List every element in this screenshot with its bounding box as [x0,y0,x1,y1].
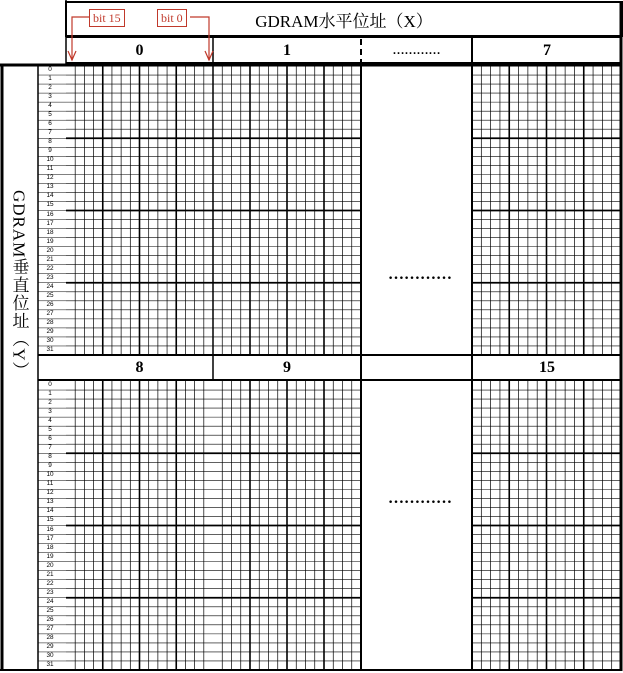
row-number: 27 [46,624,54,632]
column-header-ellipsis: ………… [392,43,441,57]
row-number: 15 [46,516,54,524]
row-number: 31 [46,660,54,668]
row-number: 16 [46,210,54,218]
row-number: 29 [46,642,54,650]
row-number: 29 [46,327,54,335]
row-number: 3 [48,408,52,416]
row-number: 20 [46,561,54,569]
row-number: 25 [46,291,54,299]
x-axis-title: GDRAM水平位址（X） [255,11,433,31]
row-number: 9 [48,147,52,155]
ellipsis-bottom: ………… [388,490,452,507]
row-number: 23 [46,273,54,281]
row-number: 3 [48,93,52,101]
row-number: 1 [48,390,52,398]
row-number: 30 [46,651,54,659]
row-number: 6 [48,435,52,443]
row-number: 0 [48,381,52,388]
row-number: 5 [48,426,52,434]
row-number: 4 [48,102,52,110]
row-number: 21 [46,570,54,578]
row-number: 21 [46,255,54,263]
column-header-7: 7 [543,41,551,59]
row-number: 28 [46,318,54,326]
bit15-label: bit 15 [89,9,125,27]
row-number: 26 [46,615,54,623]
row-number: 5 [48,111,52,119]
row-number: 13 [46,498,54,506]
row-number: 26 [46,300,54,308]
row-number: 22 [46,264,54,272]
row-number: 19 [46,237,54,245]
row-number: 7 [48,444,52,452]
row-number: 23 [46,588,54,596]
row-number: 2 [48,399,52,407]
row-number: 22 [46,579,54,587]
row-number: 1 [48,75,52,83]
row-number: 14 [46,507,54,515]
column-header-1: 1 [283,41,291,59]
ellipsis-top: ………… [388,266,452,283]
column-header-8: 8 [135,359,144,376]
row-number: 10 [46,471,54,479]
row-number: 4 [48,417,52,425]
row-number: 24 [46,282,54,290]
row-number: 31 [46,345,54,353]
row-number: 20 [46,246,54,254]
row-number: 19 [46,552,54,560]
row-number: 7 [48,129,52,137]
row-number: 18 [46,543,54,551]
column-header-15: 15 [539,359,555,376]
row-number: 0 [48,66,52,73]
row-number: 9 [48,462,52,470]
row-number: 10 [46,156,54,164]
row-number: 6 [48,120,52,128]
row-number: 28 [46,633,54,641]
row-number: 27 [46,309,54,317]
y-axis-title: GDRAM垂直位址（Y） [9,190,29,380]
row-number: 14 [46,192,54,200]
row-number: 30 [46,336,54,344]
row-number: 17 [46,219,54,227]
row-number: 17 [46,534,54,542]
row-number: 16 [46,525,54,533]
row-number: 12 [46,489,54,497]
row-number: 24 [46,597,54,605]
row-number: 11 [46,165,54,173]
row-number: 13 [46,183,54,191]
row-number: 8 [48,453,52,461]
row-number: 18 [46,228,54,236]
row-number: 8 [48,138,52,146]
row-number: 25 [46,606,54,614]
bit0-label: bit 0 [157,9,187,27]
column-header-0: 0 [135,41,144,59]
row-number: 11 [46,480,54,488]
column-header-blank [361,356,472,380]
row-number: 12 [46,174,54,182]
row-number: 2 [48,84,52,92]
column-header-9: 9 [283,359,291,376]
row-number: 15 [46,201,54,209]
